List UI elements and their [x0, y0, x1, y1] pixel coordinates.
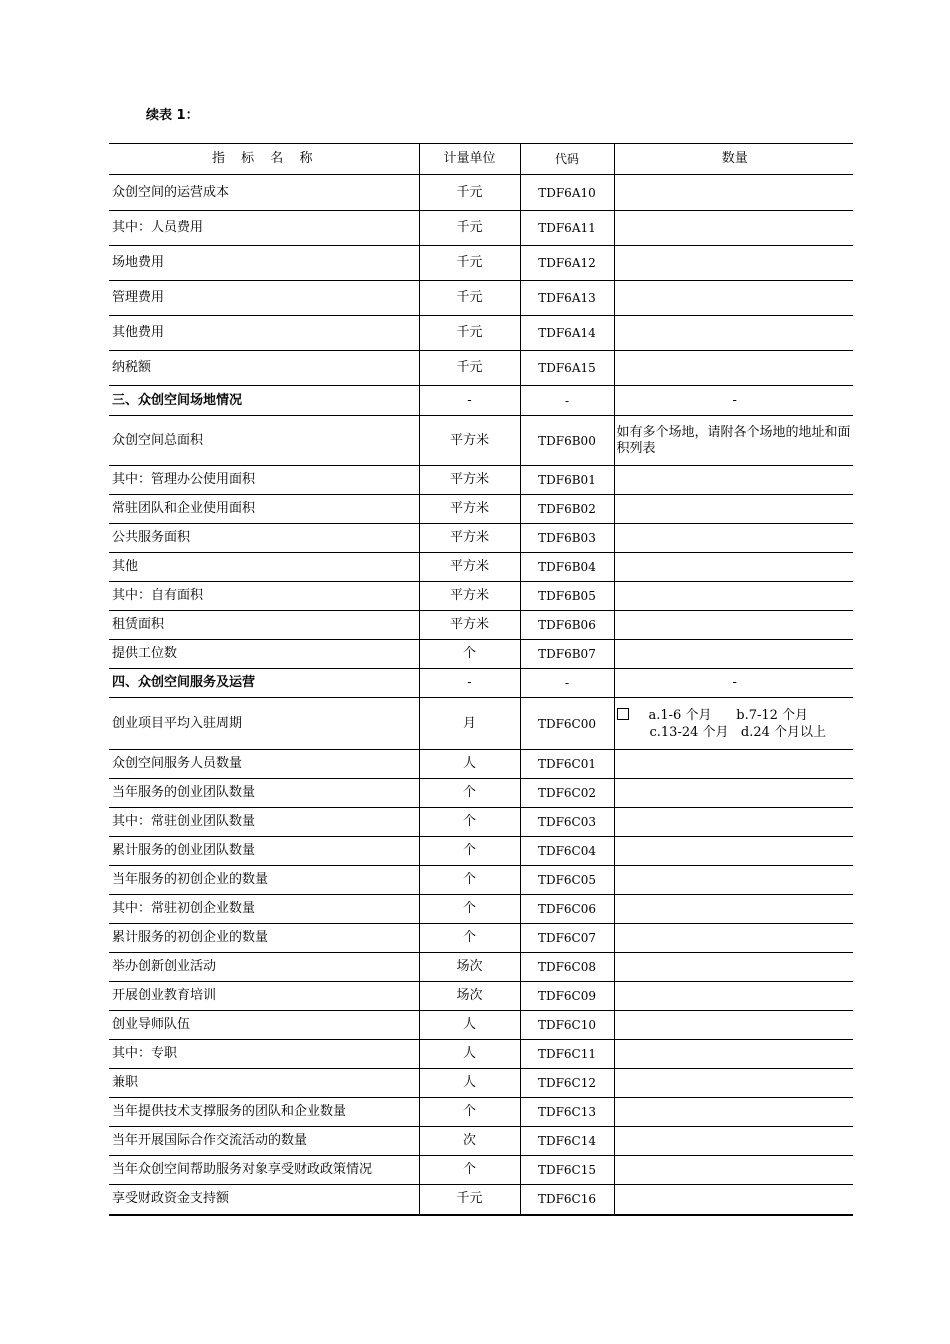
row-name: 创业项目平均入驻周期	[109, 698, 419, 750]
table-row	[109, 553, 853, 582]
row-unit: 次	[419, 1127, 520, 1156]
quantity-cell[interactable]	[614, 779, 853, 808]
row-name: 当年开展国际合作交流活动的数量	[109, 1127, 419, 1156]
row-name: 其中：常驻初创企业数量	[109, 895, 419, 924]
quantity-cell[interactable]	[614, 524, 853, 553]
header-name: 指 标 名 称	[109, 144, 419, 175]
row-unit: -	[419, 386, 520, 416]
period-options-cell	[614, 698, 853, 750]
row-name: 当年服务的初创企业的数量	[109, 866, 419, 895]
row-code: TDF6C02	[520, 779, 614, 808]
row-unit: -	[419, 669, 520, 698]
row-code: TDF6B06	[520, 611, 614, 640]
row-code: TDF6C10	[520, 1011, 614, 1040]
row-unit: 场次	[419, 953, 520, 982]
table-row	[109, 982, 853, 1011]
row-code: TDF6C01	[520, 750, 614, 779]
row-code: TDF6C00	[520, 698, 614, 750]
row-unit: 千元	[419, 246, 520, 281]
quantity-cell[interactable]	[614, 553, 853, 582]
quantity-cell[interactable]	[614, 982, 853, 1011]
row-code: TDF6C07	[520, 924, 614, 953]
quantity-cell[interactable]	[614, 246, 853, 281]
table-row	[109, 640, 853, 669]
section-row	[109, 669, 853, 698]
indicator-table	[109, 143, 853, 1216]
row-code: TDF6B01	[520, 466, 614, 495]
row-unit: 人	[419, 1069, 520, 1098]
row-name: 开展创业教育培训	[109, 982, 419, 1011]
row-unit: 平方米	[419, 466, 520, 495]
row-unit: 平方米	[419, 416, 520, 466]
table-row	[109, 351, 853, 386]
row-name: 租赁面积	[109, 611, 419, 640]
quantity-cell[interactable]	[614, 495, 853, 524]
table-row	[109, 466, 853, 495]
row-name: 众创空间总面积	[109, 416, 419, 466]
row-unit: 千元	[419, 316, 520, 351]
quantity-cell[interactable]	[614, 808, 853, 837]
quantity-cell[interactable]	[614, 582, 853, 611]
table-row	[109, 1156, 853, 1185]
row-unit: 人	[419, 1040, 520, 1069]
row-code: -	[520, 669, 614, 698]
row-unit: 平方米	[419, 495, 520, 524]
row-unit: 平方米	[419, 582, 520, 611]
row-unit: 千元	[419, 211, 520, 246]
quantity-cell[interactable]	[614, 1069, 853, 1098]
section-row	[109, 386, 853, 416]
row-code: TDF6C04	[520, 837, 614, 866]
table-row	[109, 316, 853, 351]
row-unit: 千元	[419, 351, 520, 386]
row-unit: 千元	[419, 281, 520, 316]
period-option-cd: c.13-24 个月 d.24 个月以上	[649, 724, 827, 740]
row-code: TDF6B04	[520, 553, 614, 582]
row-code: TDF6C15	[520, 1156, 614, 1185]
period-option-ab: a.1-6 个月 b.7-12 个月	[648, 707, 809, 723]
table-header-row	[109, 144, 853, 175]
quantity-cell[interactable]	[614, 1040, 853, 1069]
row-name: 累计服务的初创企业的数量	[109, 924, 419, 953]
row-code: TDF6B00	[520, 416, 614, 466]
row-name: 众创空间服务人员数量	[109, 750, 419, 779]
table-row	[109, 175, 853, 211]
table-row	[109, 611, 853, 640]
header-unit: 计量单位	[419, 144, 520, 175]
row-code: TDF6A11	[520, 211, 614, 246]
row-unit: 场次	[419, 982, 520, 1011]
row-code: TDF6C13	[520, 1098, 614, 1127]
table-row	[109, 582, 853, 611]
quantity-cell[interactable]	[614, 1127, 853, 1156]
row-unit: 个	[419, 895, 520, 924]
table-row	[109, 698, 853, 750]
header-quantity: 数量	[614, 144, 853, 175]
table-row	[109, 1185, 853, 1215]
quantity-cell[interactable]	[614, 281, 853, 316]
table-row	[109, 924, 853, 953]
row-unit: 平方米	[419, 553, 520, 582]
row-name: 其中：人员费用	[109, 211, 419, 246]
quantity-cell[interactable]	[614, 316, 853, 351]
quantity-cell[interactable]	[614, 175, 853, 211]
row-code: TDF6C06	[520, 895, 614, 924]
table-row	[109, 953, 853, 982]
row-unit: 个	[419, 1156, 520, 1185]
row-unit: 人	[419, 1011, 520, 1040]
row-code: TDF6A14	[520, 316, 614, 351]
table-caption: 续表 1：	[146, 108, 199, 123]
table-row	[109, 750, 853, 779]
table-row	[109, 779, 853, 808]
row-name: 兼职	[109, 1069, 419, 1098]
row-name: 举办创新创业活动	[109, 953, 419, 982]
quantity-cell[interactable]	[614, 953, 853, 982]
row-code: TDF6B02	[520, 495, 614, 524]
row-name: 其他费用	[109, 316, 419, 351]
row-name: 场地费用	[109, 246, 419, 281]
table-row	[109, 524, 853, 553]
row-code: TDF6A10	[520, 175, 614, 211]
quantity-note[interactable]: 如有多个场地，请附各个场地的地址和面积列表	[614, 416, 853, 466]
row-code: -	[520, 386, 614, 416]
row-unit: 个	[419, 924, 520, 953]
quantity-cell[interactable]	[614, 351, 853, 386]
quantity-cell[interactable]	[614, 211, 853, 246]
row-code: TDF6C05	[520, 866, 614, 895]
row-code: TDF6B03	[520, 524, 614, 553]
table-row	[109, 1040, 853, 1069]
quantity-cell[interactable]	[614, 611, 853, 640]
row-unit: 千元	[419, 1185, 520, 1215]
row-name: 众创空间的运营成本	[109, 175, 419, 211]
row-unit: 人	[419, 750, 520, 779]
quantity-cell[interactable]	[614, 1098, 853, 1127]
quantity-cell[interactable]	[614, 895, 853, 924]
quantity-cell[interactable]	[614, 1156, 853, 1185]
table-row	[109, 1127, 853, 1156]
row-name: 其中：常驻创业团队数量	[109, 808, 419, 837]
row-name: 常驻团队和企业使用面积	[109, 495, 419, 524]
row-name: 当年提供技术支撑服务的团队和企业数量	[109, 1098, 419, 1127]
quantity-cell[interactable]	[614, 837, 853, 866]
checkbox[interactable]	[617, 708, 629, 720]
header-code: 代码	[520, 144, 614, 175]
row-code: TDF6A13	[520, 281, 614, 316]
row-name: 其中：管理办公使用面积	[109, 466, 419, 495]
table-row	[109, 416, 853, 466]
quantity-cell[interactable]	[614, 1185, 853, 1215]
table-row	[109, 1069, 853, 1098]
row-code: TDF6A12	[520, 246, 614, 281]
row-name: 其中：自有面积	[109, 582, 419, 611]
row-code: TDF6B07	[520, 640, 614, 669]
row-code: TDF6C12	[520, 1069, 614, 1098]
row-unit: 个	[419, 808, 520, 837]
table-row	[109, 495, 853, 524]
row-unit: 千元	[419, 175, 520, 211]
row-unit: 个	[419, 837, 520, 866]
row-name: 累计服务的创业团队数量	[109, 837, 419, 866]
quantity-cell[interactable]	[614, 1011, 853, 1040]
row-unit: 月	[419, 698, 520, 750]
row-code: TDF6C11	[520, 1040, 614, 1069]
row-code: TDF6C14	[520, 1127, 614, 1156]
row-name: 享受财政资金支持额	[109, 1185, 419, 1215]
quantity-cell[interactable]	[614, 640, 853, 669]
quantity-cell[interactable]	[614, 866, 853, 895]
row-name: 提供工位数	[109, 640, 419, 669]
row-unit: 平方米	[419, 524, 520, 553]
row-name: 其他	[109, 553, 419, 582]
row-unit: 平方米	[419, 611, 520, 640]
row-unit: 个	[419, 1098, 520, 1127]
table-row	[109, 1098, 853, 1127]
quantity-cell[interactable]	[614, 924, 853, 953]
row-unit: 个	[419, 866, 520, 895]
row-name: 创业导师队伍	[109, 1011, 419, 1040]
row-name: 纳税额	[109, 351, 419, 386]
row-name: 当年众创空间帮助服务对象享受财政政策情况	[109, 1156, 419, 1185]
quantity-cell: -	[614, 386, 853, 416]
table-row	[109, 211, 853, 246]
row-code: TDF6C03	[520, 808, 614, 837]
row-name: 当年服务的创业团队数量	[109, 779, 419, 808]
section-title: 三、众创空间场地情况	[109, 386, 419, 416]
row-code: TDF6C16	[520, 1185, 614, 1215]
row-code: TDF6B05	[520, 582, 614, 611]
row-name: 其中：专职	[109, 1040, 419, 1069]
table-row	[109, 866, 853, 895]
table-row	[109, 837, 853, 866]
quantity-cell[interactable]	[614, 750, 853, 779]
row-name: 管理费用	[109, 281, 419, 316]
row-code: TDF6C09	[520, 982, 614, 1011]
table-row	[109, 246, 853, 281]
quantity-cell: -	[614, 669, 853, 698]
table-row	[109, 1011, 853, 1040]
row-unit: 个	[419, 640, 520, 669]
section-title: 四、众创空间服务及运营	[109, 669, 419, 698]
quantity-cell[interactable]	[614, 466, 853, 495]
row-code: TDF6C08	[520, 953, 614, 982]
table-row	[109, 808, 853, 837]
row-name: 公共服务面积	[109, 524, 419, 553]
table-row	[109, 895, 853, 924]
table-row	[109, 281, 853, 316]
row-code: TDF6A15	[520, 351, 614, 386]
row-unit: 个	[419, 779, 520, 808]
